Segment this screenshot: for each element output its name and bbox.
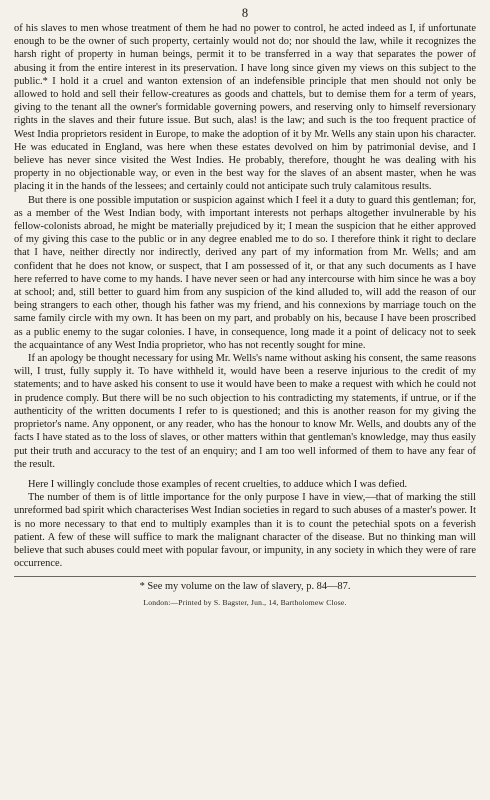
paragraph-imputation: But there is one possible imputation or suspicion against which I feel it a duty to guard this gentleman; for, as a member of the West Indian body, with important interests not perhaps altogether invulnerable by his fellow-colonists abroad, he might be materially prejudiced by it; I mean the suspicion that he either approved of my giving this case to the public or in any degree enabled me to do so. I therefore think it right to declare that I have, neither directly nor indirectly, derived any part of my information from Mr. Wells; and am confident that he does not know, or suspect, that I am possessed of it, or that any such documents as I have here referred to have come to my hands. I have never seen or had any intercourse with him since he was a boy at school; and, still better to guard him from any suspicion of the kind alluded to, will add the reason of our being strangers to each other, though his father was my friend, and his connexions by marriage touch on the same family circle with my own. It has been on my part, and probably on his, because I have been proscribed as a public enemy to the sugar colonies. I have, in consequence, long made it a point of delicacy not to seek the acquaintance of any West India proprietor, who has not recently sought for mine. bbox=[14, 194, 476, 351]
footnote-rule bbox=[14, 576, 476, 577]
paragraph-conclusion: Here I willingly conclude those examples of recent cruelties, to adduce which I was defied. bbox=[28, 478, 408, 490]
section-gap bbox=[14, 471, 476, 478]
page-number: 8 bbox=[241, 6, 249, 20]
footnote: * See my volume on the law of slavery, p. 84—87. bbox=[139, 581, 351, 593]
printer-imprint: London:—Printed by S. Bagster, Jun., 14, Bartholomew Close. bbox=[143, 598, 347, 608]
paragraph-number-of-examples: The number of them is of little importance for the only purpose I have in view,—that of marking the still unreformed bad spirit which characterises West Indian societies in regard to such abuses of a master's power. It is no more necessary to that end to multiply examples than it is to count the petechial spots on a feverish patient. A few of these will suffice to mark the malignant character of the disease. But no thinking man will believe that such abuses could meet with popular favour, or impunity, in any society in which they were of rare occurrence. bbox=[14, 492, 476, 570]
paragraph-apology: If an apology be thought necessary for using Mr. Wells's name without asking his consent, the same reasons will, I trust, fully supply it. To have withheld it, would have been a reserve injurious to the credit of my statements; and to have asked his consent to use it would have been to make a request with which he could not in prudence comply. But there will be no such objection to his contradicting my statements, if untrue, or if the authenticity of the written documents I refer to is questioned; and this is another reason for my giving the proprietor's name. Any opponent, or any reader, who has the honour to know Mr. Wells, and doubts any of the facts I have stated as to the loss of slaves, or other matters within that gentleman's knowledge, may thus easily put their truth and accuracy to the test of an enquiry; and I am too well informed of them to have any fear of the result. bbox=[14, 353, 476, 470]
paragraph-continued: of his slaves to men whose treatment of them he had no power to control, he acted indeed as I, if unfortunate enough to be the owner of such property, certainly would not do; nor should the law, while it recognizes the harsh right of property in human beings, permit it to be transferred in a way that separates the power of abusing it from the entire interest in its preservation. I have long since given my views on this subject to the public.* I hold it a cruel and wanton extension of an indefensible principle that men should not only be allowed to hold and sell their fellow-creatures as goods and chattels, but to demise them for a term of years, giving to the tenant all the owner's formidable governing powers, and reserving only to himself reversionary rights in the slaves and their future issue. But such, alas! is the law; and such is the too frequent practice of West India proprietors resident in Europe, to make the adoption of it by Mr. Wells any stain upon his character. He was educated in England, was here when these estates devolved on him by patrimonial devise, and I believe has never since visited the West Indies. He probably, therefore, thought he was dealing with his property in no objectionable way, or even in the best way for the slaves of an absent master, when he was placing it in the hands of the lessees; and certainly could not anticipate such truly calamitous results. bbox=[14, 23, 476, 193]
